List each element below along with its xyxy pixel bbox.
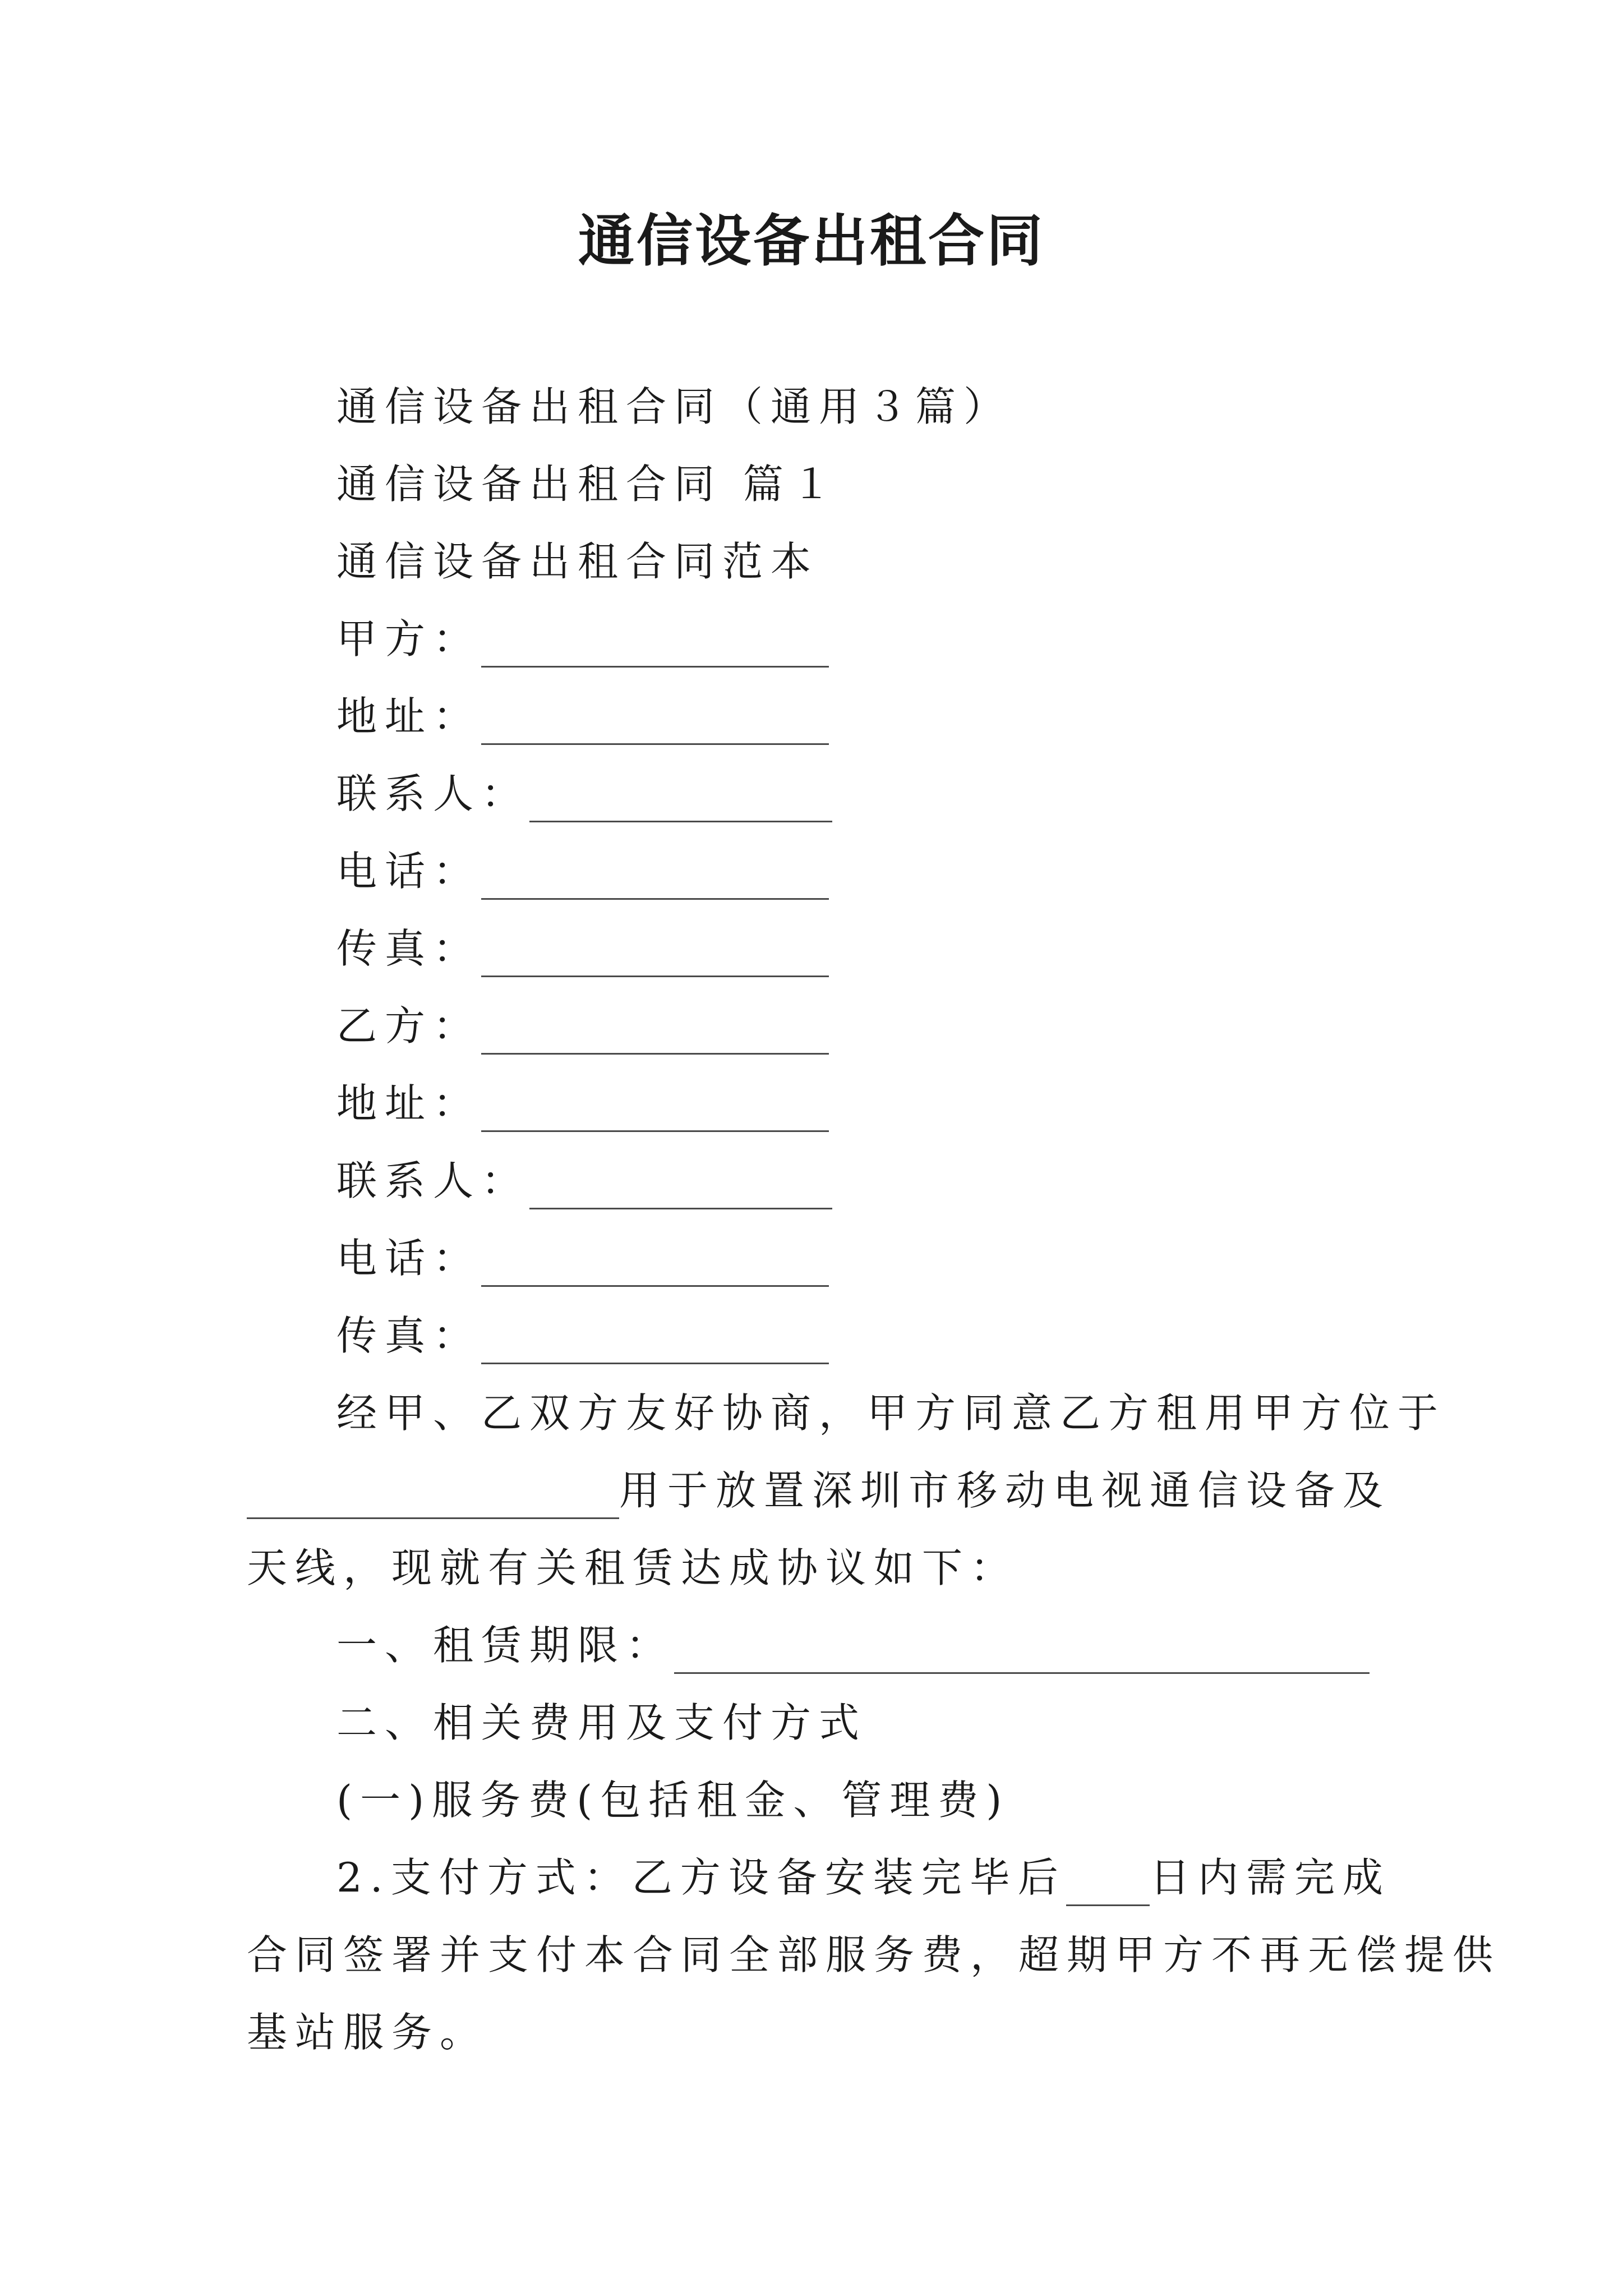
- field-label: 传真：: [336, 925, 482, 972]
- party-a-phone-field: [336, 832, 1402, 910]
- intro-line-part: 通信设备出租合同 篇１: [336, 461, 840, 508]
- paragraph1-line2: [247, 1452, 1391, 1529]
- fill-blank: [481, 1091, 829, 1132]
- subclause-service-fee: (一)服务费(包括租金、管理费): [336, 1777, 1010, 1824]
- field-label: 地址：: [336, 693, 482, 740]
- field-label: 地址：: [336, 1080, 482, 1127]
- fill-blank: [481, 1323, 829, 1364]
- field-label: 联系人：: [336, 770, 530, 817]
- paragraph1-line3: 天线，现就有关租赁达成协议如下：: [247, 1544, 1019, 1591]
- payment-line3: 基站服务。: [247, 2009, 488, 2056]
- party-b-phone-field: [336, 1220, 1402, 1297]
- fill-blank: [481, 627, 829, 668]
- party-a-contact-field: [336, 755, 1402, 832]
- fill-blank: [481, 1014, 829, 1055]
- days-blank: [1066, 1865, 1150, 1906]
- intro-line-collection: 通信设备出租合同（通用３篇）: [336, 383, 1012, 430]
- paragraph1-line1: 经甲、乙双方友好协商，甲方同意乙方租用甲方位于: [336, 1389, 1446, 1437]
- clause2-heading: 二、相关费用及支付方式: [336, 1699, 868, 1746]
- party-b-contact-field: [336, 1142, 1402, 1220]
- field-label: 传真：: [336, 1312, 482, 1359]
- party-b-name-field: [336, 987, 1402, 1065]
- party-a-fax-field: [336, 910, 1402, 987]
- field-label: 电话：: [336, 1235, 482, 1282]
- field-label: 乙方：: [336, 1002, 482, 1050]
- header-block: [336, 368, 1402, 1374]
- location-blank: [247, 1478, 619, 1519]
- party-a-address-field: [336, 678, 1402, 755]
- field-label: 甲方：: [336, 615, 482, 662]
- paragraph1-line2-text: 用于放置深圳市移动电视通信设备及: [619, 1467, 1391, 1514]
- fill-blank: [529, 781, 832, 822]
- clause1-label: 一、租赁期限：: [336, 1622, 675, 1669]
- clause1-lease-term: [247, 1607, 1391, 1684]
- fill-blank: [481, 1246, 829, 1287]
- payment-text-before: 2.支付方式：乙方设备安装完毕后: [336, 1854, 1066, 1901]
- payment-line1: [247, 1839, 1391, 1916]
- field-label: 联系人：: [336, 1157, 530, 1204]
- fill-blank: [529, 1168, 832, 1209]
- lease-term-blank: [674, 1633, 1370, 1674]
- payment-text-after: 日内需完成: [1149, 1854, 1391, 1901]
- party-a-name-field: [336, 600, 1402, 678]
- field-label: 电话：: [336, 848, 482, 895]
- fill-blank: [481, 936, 829, 977]
- fill-blank: [481, 859, 829, 900]
- party-b-fax-field: [336, 1297, 1402, 1374]
- terms-block: [247, 1374, 1501, 2071]
- document-title: 通信设备出租合同: [578, 208, 1045, 274]
- payment-line2: 合同签署并支付本合同全部服务费，超期甲方不再无偿提供: [247, 1931, 1501, 1978]
- party-b-address-field: [336, 1065, 1402, 1142]
- fill-blank: [481, 704, 829, 745]
- intro-line-template: 通信设备出租合同范本: [336, 538, 819, 585]
